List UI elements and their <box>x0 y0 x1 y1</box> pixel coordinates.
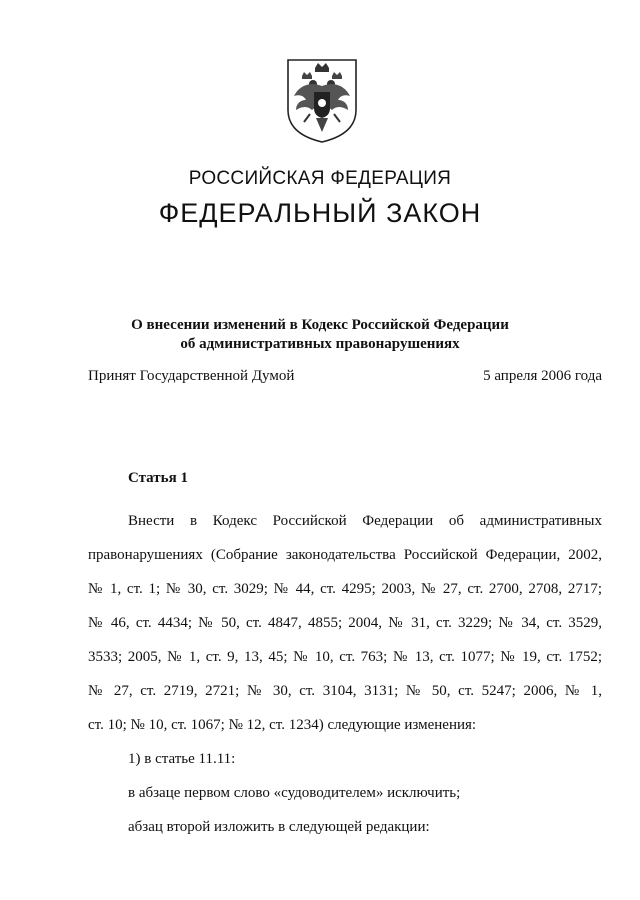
body-line: правонарушениях (Собрание законодательства Российской Федерации, 2002, <box>88 547 602 563</box>
law-title-line-2: об административных правонарушениях <box>180 336 460 352</box>
adoption-label: Принят Государственной Думой <box>88 368 295 384</box>
amendment-item: 1) в статье 11.11: <box>128 751 236 767</box>
body-line: ст. 10; № 10, ст. 1067; № 12, ст. 1234) следующие изменения: <box>88 717 477 733</box>
law-title-line-1: О внесении изменений в Кодекс Российской Федерации <box>131 317 509 333</box>
country-heading: РОССИЙСКАЯ ФЕДЕРАЦИЯ <box>188 168 452 189</box>
article-body <box>88 504 602 844</box>
adoption-date: 5 апреля 2006 года <box>483 368 602 384</box>
article-heading: Статья 1 <box>128 470 188 486</box>
body-line: Внести в Кодекс Российской Федерации об административных <box>128 513 602 529</box>
amendment-subitem: абзац второй изложить в следующей редакции: <box>128 819 430 835</box>
amendment-subitem: в абзаце первом слово «судоводителем» исключить; <box>128 785 461 801</box>
document-type-heading: ФЕДЕРАЛЬНЫЙ ЗАКОН <box>158 198 482 228</box>
body-line: 3533; 2005, № 1, ст. 9, 13, 45; № 10, ст. 763; № 13, ст. 1077; № 19, ст. 1752; <box>88 649 602 665</box>
body-line: № 46, ст. 4434; № 50, ст. 4847, 4855; 2004, № 31, ст. 3229; № 34, ст. 3529, <box>88 615 602 631</box>
body-line: № 27, ст. 2719, 2721; № 30, ст. 3104, 3131; № 50, ст. 5247; 2006, № 1, <box>88 683 602 699</box>
coat-of-arms-emblem <box>284 56 360 144</box>
law-title <box>100 316 540 354</box>
body-line: № 1, ст. 1; № 30, ст. 3029; № 44, ст. 4295; 2003, № 27, ст. 2700, 2708, 2717; <box>88 581 602 597</box>
